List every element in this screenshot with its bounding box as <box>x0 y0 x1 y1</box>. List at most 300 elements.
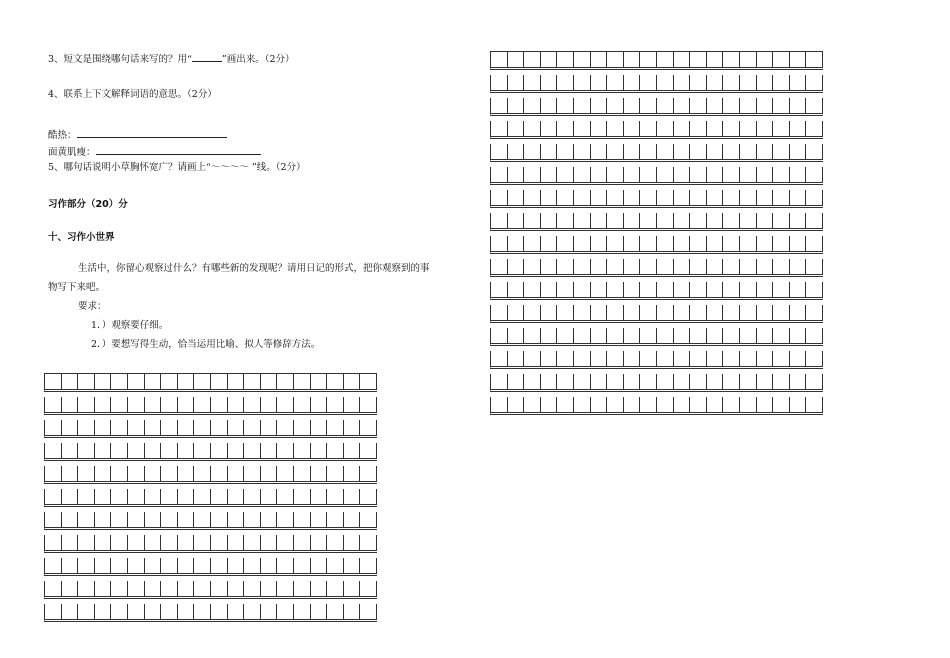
grid-cell[interactable] <box>45 420 62 435</box>
grid-cell[interactable] <box>360 466 377 481</box>
grid-cell[interactable] <box>194 535 211 550</box>
grid-cell[interactable] <box>228 420 245 435</box>
grid-cell[interactable] <box>277 443 294 458</box>
grid-cell[interactable] <box>607 52 624 67</box>
grid-cell[interactable] <box>327 535 344 550</box>
grid-cell[interactable] <box>591 397 608 412</box>
grid-cell[interactable] <box>508 121 525 136</box>
grid-cell[interactable] <box>607 98 624 113</box>
grid-cell[interactable] <box>360 512 377 527</box>
grid-cell[interactable] <box>294 374 311 389</box>
grid-cell[interactable] <box>690 167 707 182</box>
grid-cell[interactable] <box>541 213 558 228</box>
grid-cell[interactable] <box>574 259 591 274</box>
grid-cell[interactable] <box>344 420 361 435</box>
grid-cell[interactable] <box>740 75 757 90</box>
grid-cell[interactable] <box>277 420 294 435</box>
grid-cell[interactable] <box>690 282 707 297</box>
grid-cell[interactable] <box>244 558 261 573</box>
grid-cell[interactable] <box>806 397 823 412</box>
grid-cell[interactable] <box>640 190 657 205</box>
grid-cell[interactable] <box>757 236 774 251</box>
grid-cell[interactable] <box>294 466 311 481</box>
grid-cell[interactable] <box>311 397 328 412</box>
grid-cell[interactable] <box>228 489 245 504</box>
grid-cell[interactable] <box>524 121 541 136</box>
grid-cell[interactable] <box>360 535 377 550</box>
grid-cell[interactable] <box>757 98 774 113</box>
grid-cell[interactable] <box>557 397 574 412</box>
grid-cell[interactable] <box>508 259 525 274</box>
grid-cell[interactable] <box>707 190 724 205</box>
grid-cell[interactable] <box>508 167 525 182</box>
grid-cell[interactable] <box>591 282 608 297</box>
grid-cell[interactable] <box>740 52 757 67</box>
grid-cell[interactable] <box>723 328 740 343</box>
grid-cell[interactable] <box>111 397 128 412</box>
grid-cell[interactable] <box>145 512 162 527</box>
grid-cell[interactable] <box>508 236 525 251</box>
grid-cell[interactable] <box>574 397 591 412</box>
grid-cell[interactable] <box>707 213 724 228</box>
grid-cell[interactable] <box>657 144 674 159</box>
grid-cell[interactable] <box>740 190 757 205</box>
grid-cell[interactable] <box>557 236 574 251</box>
grid-cell[interactable] <box>95 420 112 435</box>
grid-cell[interactable] <box>790 236 807 251</box>
grid-cell[interactable] <box>557 305 574 320</box>
grid-cell[interactable] <box>740 144 757 159</box>
grid-cell[interactable] <box>790 328 807 343</box>
grid-cell[interactable] <box>757 328 774 343</box>
grid-cell[interactable] <box>607 121 624 136</box>
grid-cell[interactable] <box>111 558 128 573</box>
grid-cell[interactable] <box>360 397 377 412</box>
grid-cell[interactable] <box>574 144 591 159</box>
grid-cell[interactable] <box>607 282 624 297</box>
grid-cell[interactable] <box>244 581 261 596</box>
grid-cell[interactable] <box>757 305 774 320</box>
grid-cell[interactable] <box>607 351 624 366</box>
grid-cell[interactable] <box>111 512 128 527</box>
grid-cell[interactable] <box>790 190 807 205</box>
grid-cell[interactable] <box>194 397 211 412</box>
grid-cell[interactable] <box>294 443 311 458</box>
grid-cell[interactable] <box>178 374 195 389</box>
grid-cell[interactable] <box>508 190 525 205</box>
grid-cell[interactable] <box>78 374 95 389</box>
grid-cell[interactable] <box>757 374 774 389</box>
grid-cell[interactable] <box>261 604 278 619</box>
grid-cell[interactable] <box>145 420 162 435</box>
grid-cell[interactable] <box>524 167 541 182</box>
grid-cell[interactable] <box>707 98 724 113</box>
grid-cell[interactable] <box>624 190 641 205</box>
grid-cell[interactable] <box>244 420 261 435</box>
grid-cell[interactable] <box>624 121 641 136</box>
grid-cell[interactable] <box>95 558 112 573</box>
grid-cell[interactable] <box>674 236 691 251</box>
grid-cell[interactable] <box>640 213 657 228</box>
grid-cell[interactable] <box>344 443 361 458</box>
grid-cell[interactable] <box>557 282 574 297</box>
grid-cell[interactable] <box>327 420 344 435</box>
grid-cell[interactable] <box>78 397 95 412</box>
grid-cell[interactable] <box>723 374 740 389</box>
grid-cell[interactable] <box>111 374 128 389</box>
grid-cell[interactable] <box>194 374 211 389</box>
grid-cell[interactable] <box>161 489 178 504</box>
grid-cell[interactable] <box>557 167 574 182</box>
grid-cell[interactable] <box>277 489 294 504</box>
grid-cell[interactable] <box>178 489 195 504</box>
grid-cell[interactable] <box>161 420 178 435</box>
grid-cell[interactable] <box>607 397 624 412</box>
grid-cell[interactable] <box>674 259 691 274</box>
grid-cell[interactable] <box>541 374 558 389</box>
grid-cell[interactable] <box>524 259 541 274</box>
grid-cell[interactable] <box>508 397 525 412</box>
grid-cell[interactable] <box>62 558 79 573</box>
grid-cell[interactable] <box>607 167 624 182</box>
grid-cell[interactable] <box>757 190 774 205</box>
grid-cell[interactable] <box>690 305 707 320</box>
grid-cell[interactable] <box>261 420 278 435</box>
grid-cell[interactable] <box>244 443 261 458</box>
grid-cell[interactable] <box>574 236 591 251</box>
grid-cell[interactable] <box>591 259 608 274</box>
grid-cell[interactable] <box>806 213 823 228</box>
grid-cell[interactable] <box>524 282 541 297</box>
grid-cell[interactable] <box>491 75 508 90</box>
grid-cell[interactable] <box>806 328 823 343</box>
grid-cell[interactable] <box>574 282 591 297</box>
grid-cell[interactable] <box>674 374 691 389</box>
grid-cell[interactable] <box>78 512 95 527</box>
grid-cell[interactable] <box>311 512 328 527</box>
grid-cell[interactable] <box>524 52 541 67</box>
grid-cell[interactable] <box>178 604 195 619</box>
grid-cell[interactable] <box>624 282 641 297</box>
grid-cell[interactable] <box>311 374 328 389</box>
grid-cell[interactable] <box>111 604 128 619</box>
grid-cell[interactable] <box>773 52 790 67</box>
grid-cell[interactable] <box>244 604 261 619</box>
grid-cell[interactable] <box>344 489 361 504</box>
grid-cell[interactable] <box>640 305 657 320</box>
grid-cell[interactable] <box>657 282 674 297</box>
grid-cell[interactable] <box>640 259 657 274</box>
grid-cell[interactable] <box>95 535 112 550</box>
grid-cell[interactable] <box>757 121 774 136</box>
grid-cell[interactable] <box>524 144 541 159</box>
grid-cell[interactable] <box>740 282 757 297</box>
grid-cell[interactable] <box>624 351 641 366</box>
grid-cell[interactable] <box>228 374 245 389</box>
grid-cell[interactable] <box>211 604 228 619</box>
grid-cell[interactable] <box>541 236 558 251</box>
grid-cell[interactable] <box>111 466 128 481</box>
grid-cell[interactable] <box>327 443 344 458</box>
grid-cell[interactable] <box>690 328 707 343</box>
grid-cell[interactable] <box>574 121 591 136</box>
grid-cell[interactable] <box>145 443 162 458</box>
grid-cell[interactable] <box>78 420 95 435</box>
grid-cell[interactable] <box>161 466 178 481</box>
grid-cell[interactable] <box>690 259 707 274</box>
grid-cell[interactable] <box>360 420 377 435</box>
grid-cell[interactable] <box>624 75 641 90</box>
grid-cell[interactable] <box>311 420 328 435</box>
grid-cell[interactable] <box>62 512 79 527</box>
grid-cell[interactable] <box>591 351 608 366</box>
grid-cell[interactable] <box>773 351 790 366</box>
grid-cell[interactable] <box>657 374 674 389</box>
grid-cell[interactable] <box>557 190 574 205</box>
grid-cell[interactable] <box>62 466 79 481</box>
grid-cell[interactable] <box>690 397 707 412</box>
grid-cell[interactable] <box>557 259 574 274</box>
grid-cell[interactable] <box>95 512 112 527</box>
grid-cell[interactable] <box>62 443 79 458</box>
grid-cell[interactable] <box>128 535 145 550</box>
grid-cell[interactable] <box>574 75 591 90</box>
grid-cell[interactable] <box>773 98 790 113</box>
grid-cell[interactable] <box>591 236 608 251</box>
grid-cell[interactable] <box>344 374 361 389</box>
grid-cell[interactable] <box>591 374 608 389</box>
grid-cell[interactable] <box>261 374 278 389</box>
grid-cell[interactable] <box>607 374 624 389</box>
grid-cell[interactable] <box>640 75 657 90</box>
grid-cell[interactable] <box>45 604 62 619</box>
grid-cell[interactable] <box>128 374 145 389</box>
grid-cell[interactable] <box>740 213 757 228</box>
grid-cell[interactable] <box>311 443 328 458</box>
grid-cell[interactable] <box>591 98 608 113</box>
grid-cell[interactable] <box>211 374 228 389</box>
grid-cell[interactable] <box>211 512 228 527</box>
grid-cell[interactable] <box>574 98 591 113</box>
grid-cell[interactable] <box>45 489 62 504</box>
grid-cell[interactable] <box>244 489 261 504</box>
grid-cell[interactable] <box>740 328 757 343</box>
grid-cell[interactable] <box>45 374 62 389</box>
grid-cell[interactable] <box>508 374 525 389</box>
grid-cell[interactable] <box>607 328 624 343</box>
grid-cell[interactable] <box>740 259 757 274</box>
grid-cell[interactable] <box>624 397 641 412</box>
grid-cell[interactable] <box>591 52 608 67</box>
grid-cell[interactable] <box>640 351 657 366</box>
grid-cell[interactable] <box>524 328 541 343</box>
grid-cell[interactable] <box>508 144 525 159</box>
grid-cell[interactable] <box>111 420 128 435</box>
grid-cell[interactable] <box>690 52 707 67</box>
grid-cell[interactable] <box>740 167 757 182</box>
grid-cell[interactable] <box>524 98 541 113</box>
grid-cell[interactable] <box>508 305 525 320</box>
grid-cell[interactable] <box>327 512 344 527</box>
grid-cell[interactable] <box>707 144 724 159</box>
grid-cell[interactable] <box>178 535 195 550</box>
grid-cell[interactable] <box>707 328 724 343</box>
grid-cell[interactable] <box>591 305 608 320</box>
grid-cell[interactable] <box>62 604 79 619</box>
grid-cell[interactable] <box>491 144 508 159</box>
grid-cell[interactable] <box>624 328 641 343</box>
grid-cell[interactable] <box>360 558 377 573</box>
grid-cell[interactable] <box>524 75 541 90</box>
grid-cell[interactable] <box>161 397 178 412</box>
grid-cell[interactable] <box>557 75 574 90</box>
grid-cell[interactable] <box>690 144 707 159</box>
grid-cell[interactable] <box>294 535 311 550</box>
grid-cell[interactable] <box>311 466 328 481</box>
grid-cell[interactable] <box>757 282 774 297</box>
grid-cell[interactable] <box>806 351 823 366</box>
grid-cell[interactable] <box>674 305 691 320</box>
grid-cell[interactable] <box>491 236 508 251</box>
grid-cell[interactable] <box>228 604 245 619</box>
grid-cell[interactable] <box>327 397 344 412</box>
grid-cell[interactable] <box>574 52 591 67</box>
grid-cell[interactable] <box>707 374 724 389</box>
grid-cell[interactable] <box>161 604 178 619</box>
grid-cell[interactable] <box>707 397 724 412</box>
grid-cell[interactable] <box>491 213 508 228</box>
grid-cell[interactable] <box>228 581 245 596</box>
grid-cell[interactable] <box>640 121 657 136</box>
grid-cell[interactable] <box>557 98 574 113</box>
grid-cell[interactable] <box>657 397 674 412</box>
grid-cell[interactable] <box>261 443 278 458</box>
grid-cell[interactable] <box>757 75 774 90</box>
grid-cell[interactable] <box>491 282 508 297</box>
grid-cell[interactable] <box>790 52 807 67</box>
grid-cell[interactable] <box>45 558 62 573</box>
grid-cell[interactable] <box>508 328 525 343</box>
grid-cell[interactable] <box>723 121 740 136</box>
grid-cell[interactable] <box>78 581 95 596</box>
grid-cell[interactable] <box>773 328 790 343</box>
grid-cell[interactable] <box>607 236 624 251</box>
grid-cell[interactable] <box>277 397 294 412</box>
grid-cell[interactable] <box>707 75 724 90</box>
grid-cell[interactable] <box>674 167 691 182</box>
grid-cell[interactable] <box>557 121 574 136</box>
grid-cell[interactable] <box>541 282 558 297</box>
grid-cell[interactable] <box>161 443 178 458</box>
grid-cell[interactable] <box>327 466 344 481</box>
grid-cell[interactable] <box>624 213 641 228</box>
grid-cell[interactable] <box>790 98 807 113</box>
grid-cell[interactable] <box>95 397 112 412</box>
grid-cell[interactable] <box>773 259 790 274</box>
grid-cell[interactable] <box>757 259 774 274</box>
grid-cell[interactable] <box>557 351 574 366</box>
grid-cell[interactable] <box>178 581 195 596</box>
grid-cell[interactable] <box>723 75 740 90</box>
grid-cell[interactable] <box>128 489 145 504</box>
grid-cell[interactable] <box>607 213 624 228</box>
grid-cell[interactable] <box>773 282 790 297</box>
grid-cell[interactable] <box>194 466 211 481</box>
grid-cell[interactable] <box>674 213 691 228</box>
grid-cell[interactable] <box>640 144 657 159</box>
grid-cell[interactable] <box>557 52 574 67</box>
grid-cell[interactable] <box>95 581 112 596</box>
grid-cell[interactable] <box>145 604 162 619</box>
grid-cell[interactable] <box>773 190 790 205</box>
grid-cell[interactable] <box>624 167 641 182</box>
grid-cell[interactable] <box>574 167 591 182</box>
grid-cell[interactable] <box>244 512 261 527</box>
grid-cell[interactable] <box>524 190 541 205</box>
grid-cell[interactable] <box>690 75 707 90</box>
grid-cell[interactable] <box>327 374 344 389</box>
grid-cell[interactable] <box>111 443 128 458</box>
grid-cell[interactable] <box>674 121 691 136</box>
grid-cell[interactable] <box>757 52 774 67</box>
grid-cell[interactable] <box>261 466 278 481</box>
grid-cell[interactable] <box>657 190 674 205</box>
grid-cell[interactable] <box>591 144 608 159</box>
grid-cell[interactable] <box>674 144 691 159</box>
grid-cell[interactable] <box>194 443 211 458</box>
grid-cell[interactable] <box>640 98 657 113</box>
grid-cell[interactable] <box>128 466 145 481</box>
grid-cell[interactable] <box>294 489 311 504</box>
grid-cell[interactable] <box>95 489 112 504</box>
grid-cell[interactable] <box>491 351 508 366</box>
grid-cell[interactable] <box>657 52 674 67</box>
grid-cell[interactable] <box>211 397 228 412</box>
grid-cell[interactable] <box>790 213 807 228</box>
grid-cell[interactable] <box>45 581 62 596</box>
grid-cell[interactable] <box>62 374 79 389</box>
grid-cell[interactable] <box>624 259 641 274</box>
grid-cell[interactable] <box>723 144 740 159</box>
grid-cell[interactable] <box>178 512 195 527</box>
grid-cell[interactable] <box>277 558 294 573</box>
grid-cell[interactable] <box>508 98 525 113</box>
grid-cell[interactable] <box>640 236 657 251</box>
grid-cell[interactable] <box>624 374 641 389</box>
grid-cell[interactable] <box>344 581 361 596</box>
grid-cell[interactable] <box>806 144 823 159</box>
grid-cell[interactable] <box>211 489 228 504</box>
grid-cell[interactable] <box>541 328 558 343</box>
grid-cell[interactable] <box>194 604 211 619</box>
grid-cell[interactable] <box>178 420 195 435</box>
grid-cell[interactable] <box>524 397 541 412</box>
grid-cell[interactable] <box>95 374 112 389</box>
grid-cell[interactable] <box>557 213 574 228</box>
grid-cell[interactable] <box>62 489 79 504</box>
grid-cell[interactable] <box>45 535 62 550</box>
grid-cell[interactable] <box>773 121 790 136</box>
grid-cell[interactable] <box>690 98 707 113</box>
grid-cell[interactable] <box>541 167 558 182</box>
grid-cell[interactable] <box>244 535 261 550</box>
grid-cell[interactable] <box>723 52 740 67</box>
grid-cell[interactable] <box>294 397 311 412</box>
grid-cell[interactable] <box>624 98 641 113</box>
grid-cell[interactable] <box>657 98 674 113</box>
grid-cell[interactable] <box>524 236 541 251</box>
grid-cell[interactable] <box>607 144 624 159</box>
